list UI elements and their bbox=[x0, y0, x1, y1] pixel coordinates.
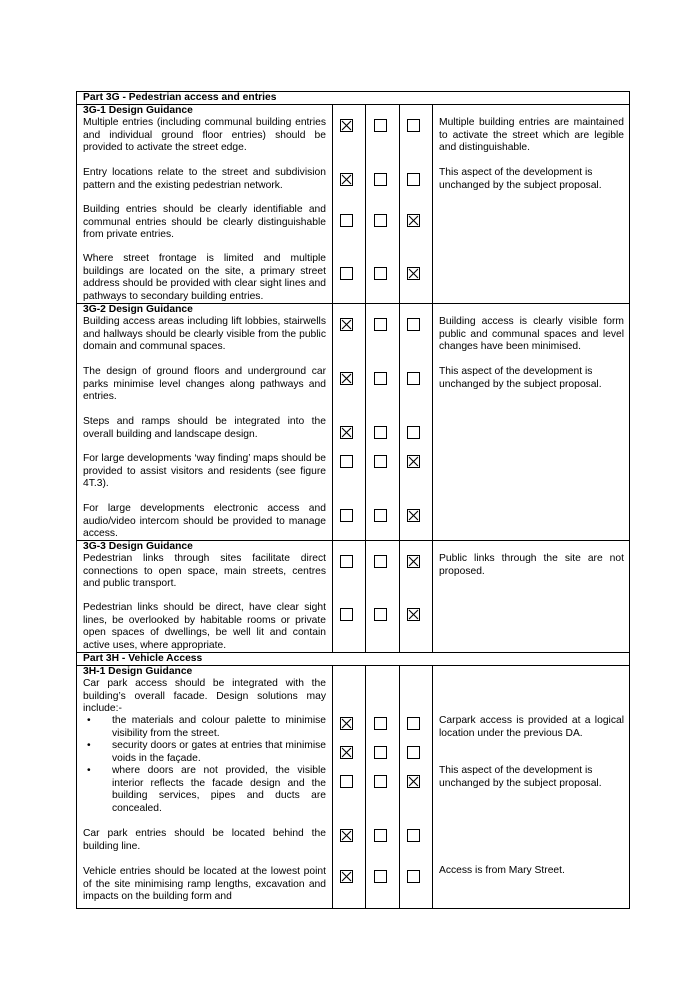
compliance-table bbox=[76, 91, 630, 909]
guideline-text: For large developments ‘way finding’ maps should be provided to assist visitors and residents (see figure 4T.3). bbox=[83, 453, 326, 489]
checkbox-no[interactable] bbox=[374, 509, 387, 522]
guideline-text: Building access areas including lift lobbies, stairwells and hallways should be clearly visible from the public domain and communal spaces. bbox=[83, 316, 326, 352]
checkbox-no[interactable] bbox=[374, 173, 387, 186]
checkbox-na[interactable] bbox=[407, 829, 420, 842]
comment-text: Carpark access is provided at a logical location under the previous DA. bbox=[439, 715, 624, 739]
comment-text: Access is from Mary Street. bbox=[439, 865, 565, 876]
checkbox-na[interactable] bbox=[407, 509, 420, 522]
list-item: • security doors or gates at entries that minimise voids in the façade. bbox=[87, 740, 326, 764]
checkbox-yes[interactable] bbox=[340, 318, 353, 331]
checkbox-yes[interactable] bbox=[340, 608, 353, 621]
guideline-text: Car park entries should be located behind the building line. bbox=[83, 828, 326, 852]
checkbox-no[interactable] bbox=[374, 426, 387, 439]
guideline-text: Vehicle entries should be located at the lowest point of the site minimising ramp lengths, excavation and impacts on the building form and bbox=[83, 866, 326, 902]
checkbox-yes[interactable] bbox=[340, 119, 353, 132]
checkbox-yes[interactable] bbox=[340, 372, 353, 385]
column-divider bbox=[399, 104, 400, 652]
checkbox-na[interactable] bbox=[407, 318, 420, 331]
guideline-text: Pedestrian links should be direct, have clear sight lines, be overlooked by habitable rooms or private open spaces of dwellings, be well lit and contain active uses, where appropriate. bbox=[83, 602, 326, 651]
checkbox-yes[interactable] bbox=[340, 717, 353, 730]
checkbox-no[interactable] bbox=[374, 555, 387, 568]
checkbox-yes[interactable] bbox=[340, 509, 353, 522]
guideline-text: Car park access should be integrated with the building’s overall facade. Design solutions may include:- bbox=[83, 678, 326, 714]
guidance-heading: 3G-1 Design Guidance bbox=[83, 105, 193, 116]
checkbox-no[interactable] bbox=[374, 717, 387, 730]
guidance-heading: 3G-3 Design Guidance bbox=[83, 541, 193, 552]
guideline-text: Steps and ramps should be integrated into the overall building and landscape design. bbox=[83, 416, 326, 440]
checkbox-na[interactable] bbox=[407, 608, 420, 621]
guidance-heading: 3G-2 Design Guidance bbox=[83, 304, 193, 315]
checkbox-na[interactable] bbox=[407, 746, 420, 759]
checkbox-no[interactable] bbox=[374, 318, 387, 331]
checkbox-na[interactable] bbox=[407, 173, 420, 186]
checkbox-no[interactable] bbox=[374, 455, 387, 468]
column-divider bbox=[399, 665, 400, 909]
checkbox-yes[interactable] bbox=[340, 870, 353, 883]
guideline-text: Where street frontage is limited and multiple buildings are located on the site, a primary street address should be provided with clear sight lines and pathways to secondary building entries. bbox=[83, 253, 326, 302]
section-title: Part 3H - Vehicle Access bbox=[83, 653, 203, 664]
column-divider bbox=[365, 665, 366, 909]
checkbox-no[interactable] bbox=[374, 214, 387, 227]
column-divider bbox=[365, 104, 366, 652]
checkbox-yes[interactable] bbox=[340, 214, 353, 227]
checkbox-yes[interactable] bbox=[340, 426, 353, 439]
checkbox-na[interactable] bbox=[407, 775, 420, 788]
checkbox-no[interactable] bbox=[374, 775, 387, 788]
checkbox-no[interactable] bbox=[374, 870, 387, 883]
guideline-text: Multiple entries (including communal building entries and individual ground floor entries) should be provided to activate the street edge. bbox=[83, 117, 326, 153]
guideline-text: Entry locations relate to the street and subdivision pattern and the existing pedestrian network. bbox=[83, 167, 326, 191]
checkbox-na[interactable] bbox=[407, 870, 420, 883]
checkbox-na[interactable] bbox=[407, 717, 420, 730]
list-item: • where doors are not provided, the visible interior reflects the facade design and the building services, pipes and ducts are concealed. bbox=[87, 765, 326, 814]
guideline-text: Building entries should be clearly identifiable and communal entries should be clearly distinguishable from private entries. bbox=[83, 204, 326, 240]
checkbox-yes[interactable] bbox=[340, 267, 353, 280]
comment-text: This aspect of the development is unchanged by the subject proposal. bbox=[439, 167, 602, 191]
checkbox-na[interactable] bbox=[407, 555, 420, 568]
guideline-text: Pedestrian links through sites facilitate direct connections to open space, main streets, centres and public transport. bbox=[83, 553, 326, 589]
checkbox-no[interactable] bbox=[374, 746, 387, 759]
column-divider bbox=[432, 665, 433, 909]
checkbox-no[interactable] bbox=[374, 829, 387, 842]
checkbox-na[interactable] bbox=[407, 455, 420, 468]
checkbox-na[interactable] bbox=[407, 119, 420, 132]
checkbox-yes[interactable] bbox=[340, 173, 353, 186]
guideline-text: For large developments electronic access and audio/video intercom should be provided to manage access. bbox=[83, 503, 326, 539]
comment-text: Public links through the site are not proposed. bbox=[439, 553, 624, 577]
checkbox-na[interactable] bbox=[407, 267, 420, 280]
checkbox-no[interactable] bbox=[374, 372, 387, 385]
comment-text: Building access is clearly visible form public and communal spaces and level changes have been minimised. bbox=[439, 316, 624, 352]
checkbox-na[interactable] bbox=[407, 372, 420, 385]
column-divider bbox=[332, 665, 333, 909]
list-item: • the materials and colour palette to minimise visibility from the street. bbox=[87, 715, 326, 739]
checkbox-na[interactable] bbox=[407, 214, 420, 227]
checkbox-yes[interactable] bbox=[340, 746, 353, 759]
column-divider bbox=[332, 104, 333, 652]
checkbox-no[interactable] bbox=[374, 119, 387, 132]
checkbox-yes[interactable] bbox=[340, 829, 353, 842]
guidance-heading: 3H-1 Design Guidance bbox=[83, 666, 193, 677]
column-divider bbox=[432, 104, 433, 652]
bullet-list bbox=[83, 715, 326, 815]
section-title: Part 3G - Pedestrian access and entries bbox=[83, 92, 277, 103]
comment-text: This aspect of the development is unchanged by the subject proposal. bbox=[439, 765, 602, 789]
guideline-text: The design of ground floors and underground car parks minimise level changes along pathways and entries. bbox=[83, 366, 326, 402]
checkbox-yes[interactable] bbox=[340, 455, 353, 468]
checkbox-yes[interactable] bbox=[340, 555, 353, 568]
comment-text: Multiple building entries are maintained to activate the street which are legible and distinguishable. bbox=[439, 117, 624, 153]
checkbox-na[interactable] bbox=[407, 426, 420, 439]
checkbox-yes[interactable] bbox=[340, 775, 353, 788]
comment-text: This aspect of the development is unchanged by the subject proposal. bbox=[439, 366, 602, 390]
checkbox-no[interactable] bbox=[374, 267, 387, 280]
checkbox-no[interactable] bbox=[374, 608, 387, 621]
